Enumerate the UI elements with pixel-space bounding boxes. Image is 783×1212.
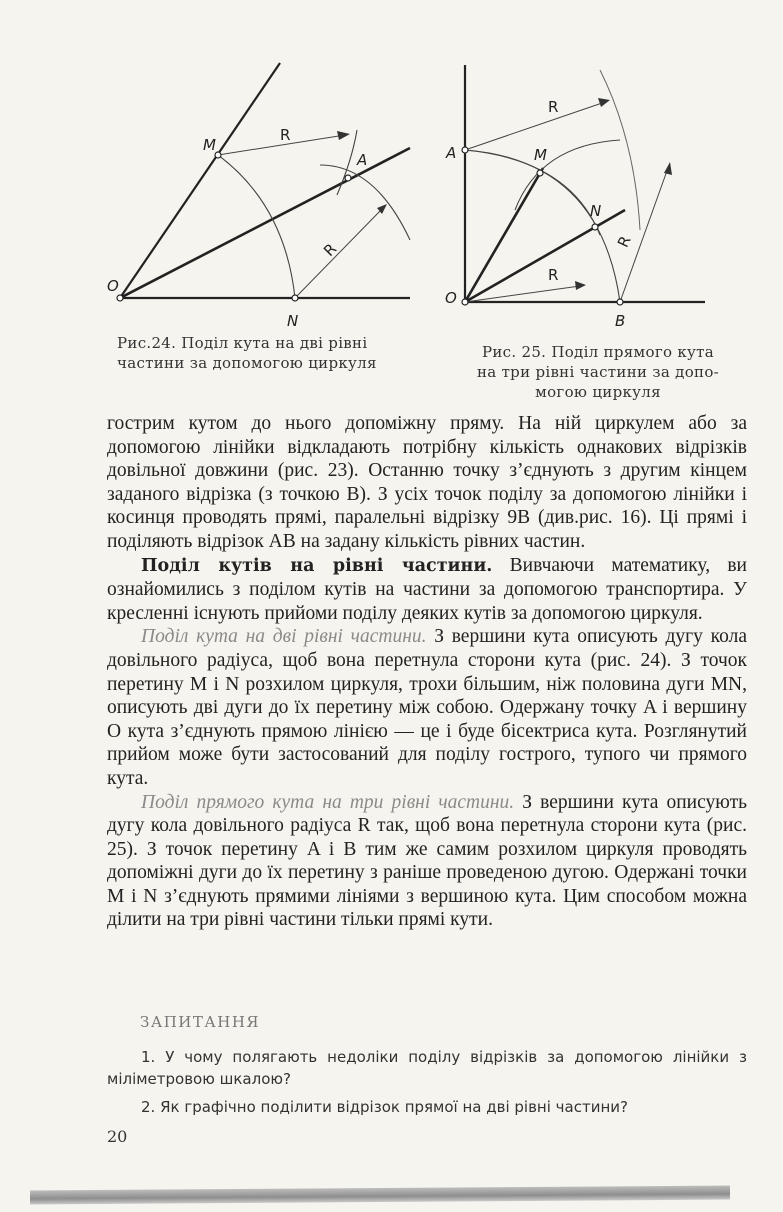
fig24-label-r1: R [280,126,291,144]
fig25-arc-outer [600,70,640,230]
paragraph-4-body: З вершини кута описують дугу кола довільного радіуса R так, щоб вона перетнула сторони кута (рис. 25). З точок перетину A і B тим же самим розхилом циркуля проводять допоміжні дуги до їх перетину з раніше проведеною дугою. Одержані точки M і N з’єднують прямими лініями з вершиною кута. Цим способом можна ділити на три рівні частини тільки прямі кути. [107,791,747,931]
fig25-arc-from-b [515,140,620,210]
figure-25-caption-line-2: на три рівні частини за допо- [476,363,720,381]
fig25-arrowhead-1 [598,98,610,107]
fig25-radius-arrow-1 [465,102,605,150]
fig25-point-a [462,147,468,153]
fig25-label-a: A [446,144,457,162]
paragraph-3-heading: Поділ кута на дві рівні частини. [141,626,427,648]
fig24-label-a: A [357,151,368,169]
fig25-label-b: B [615,312,626,330]
figure-25-caption [453,342,743,402]
fig25-point-b [617,299,623,305]
fig25-label-o: O [445,289,457,307]
paragraph-2 [107,554,747,626]
fig25-label-r2: R [548,266,559,284]
fig25-arrowhead-2 [575,281,586,290]
fig24-arrowhead-1 [337,131,350,140]
fig25-label-n: N [590,202,602,220]
figure-25-diagram [440,60,720,335]
fig24-label-n: N [287,312,299,330]
fig24-point-a [345,175,351,181]
paragraph-2-heading: Поділ кутів на рівні частини. [141,555,493,576]
body-text [107,412,747,932]
fig25-label-m: M [534,146,547,164]
fig24-arc-from-n [320,165,410,240]
paragraph-1: гострим кутом до нього допоміжну пряму. На ній циркулем або за допомогою лінійки відкладають потрібну кількість однакових відрізків довільної довжини (рис. 23). Останню точку з’єднують з другим кінцем заданого відрізка (з точкою B). З усіх точок поділу за допомогою лінійки і косинця проводять прямі, паралельні відрізку 9B (див.рис. 16). Ці прямі і поділяють відрізок AB на задану кількість рівних частин. [107,413,747,552]
fig25-arrowhead-3 [664,162,672,175]
fig25-point-n [592,224,598,230]
question-1: 1. У чому полягають недоліки поділу відрізків за допомогою лінійки з міліметровою шкалою? [107,1048,747,1088]
fig25-radius-arrow-2 [465,286,580,302]
fig24-point-n [292,295,298,301]
fig25-trisector-n [465,210,625,302]
fig25-point-o [462,299,468,305]
fig24-label-o: O [107,277,119,295]
page-bottom-edge [30,1186,730,1205]
fig24-label-r2: R [320,239,341,260]
fig25-arc-from-a [465,150,600,235]
questions-title: ЗАПИТАННЯ [140,1013,261,1031]
questions-list [107,1046,747,1124]
fig24-point-o [117,295,123,301]
figure-25-svg [440,60,720,335]
fig24-side-upper [120,63,280,298]
figure-24-caption-line-1: Рис.24. Поділ кута на дві рівні [117,334,368,352]
paragraph-3 [107,625,747,790]
paragraph-3-body: З вершини кута описують дугу кола довільного радіуса, щоб вона перетнула сторони кута (рис. 24). З точок перетину M і N розхилом циркуля, трохи більшим, ніж половина дуги MN, описують дві дуги до їх перетину між собою. Одержану точку A і вершину O кута з’єднують прямою лінією — це і буде бісектриса кута. Розглянутий прийом може бути застосований для поділу гострого, тупого чи прямого кута. [107,626,747,789]
figure-25-caption-line-1: Рис. 25. Поділ прямого кута [481,343,715,361]
figure-24-svg [105,55,425,330]
fig25-trisector-m [465,168,543,302]
paragraph-4 [107,791,747,933]
fig24-label-m: M [203,136,216,154]
figure-24-diagram [105,55,425,330]
page-number: 20 [107,1127,128,1146]
fig25-radius-arrow-3 [620,168,668,302]
figure-24-caption [117,333,407,373]
fig24-bisector [120,148,410,298]
fig25-label-r1: R [548,98,559,116]
figure-25-caption-line-3: могою циркуля [535,383,661,401]
fig25-point-m [537,170,543,176]
fig25-label-r3: R [613,233,635,251]
figure-24-caption-line-2: частини за допомогою циркуля [117,354,377,372]
paragraph-4-heading: Поділ прямого кута на три рівні частини. [141,791,515,813]
paragraph-2-body: Вивчаючи математику, ви ознайомились з поділом кутів на частини за допомогою транспортира. У кресленні існують прийоми поділу деяких кутів за допомогою циркуля. [107,554,747,624]
question-2: 2. Як графічно поділити відрізок прямої на дві рівні частини? [141,1098,628,1116]
